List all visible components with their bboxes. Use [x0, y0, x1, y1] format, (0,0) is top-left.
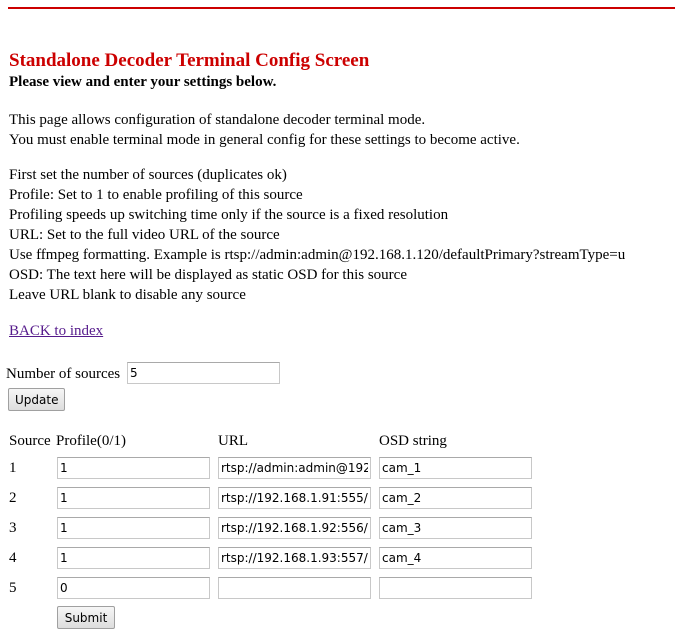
source-number: 3 — [9, 520, 17, 536]
submit-button[interactable]: Submit — [57, 606, 115, 629]
intro-line: This page allows configuration of standalone decoder terminal mode. — [9, 112, 426, 128]
profile-input[interactable] — [57, 487, 210, 509]
profile-input[interactable] — [57, 457, 210, 479]
url-input[interactable] — [218, 457, 371, 479]
number-of-sources-input[interactable] — [127, 362, 280, 384]
column-header-profile: Profile(0/1) — [56, 433, 126, 449]
url-input[interactable] — [218, 517, 371, 539]
column-header-url: URL — [218, 433, 248, 449]
osd-input[interactable] — [379, 487, 532, 509]
page-title: Standalone Decoder Terminal Config Screen — [9, 50, 370, 71]
instruction-line: Profile: Set to 1 to enable profiling of this source — [9, 187, 303, 203]
profile-input[interactable] — [57, 517, 210, 539]
back-to-index-link[interactable]: BACK to index — [9, 323, 104, 339]
instruction-line: OSD: The text here will be displayed as static OSD for this source — [9, 267, 407, 283]
url-input[interactable] — [218, 487, 371, 509]
source-number: 4 — [9, 550, 17, 566]
number-of-sources-label: Number of sources — [6, 366, 121, 382]
intro-line: You must enable terminal mode in general config for these settings to become active. — [9, 132, 520, 148]
top-divider — [8, 7, 675, 9]
profile-input[interactable] — [57, 577, 210, 599]
url-input[interactable] — [218, 577, 371, 599]
profile-input[interactable] — [57, 547, 210, 569]
instruction-line: URL: Set to the full video URL of the source — [9, 227, 280, 243]
osd-input[interactable] — [379, 577, 532, 599]
update-button[interactable]: Update — [8, 388, 65, 411]
column-header-osd: OSD string — [379, 433, 447, 449]
instructions-text — [9, 165, 625, 305]
source-number: 2 — [9, 490, 17, 506]
instruction-line: Profiling speeds up switching time only if the source is a fixed resolution — [9, 207, 449, 223]
intro-text — [9, 110, 520, 150]
instruction-line: First set the number of sources (duplicates ok) — [9, 167, 287, 183]
instruction-line: Use ffmpeg formatting. Example is rtsp://admin:admin@192.168.1.120/defaultPrimary?streamType=u — [9, 247, 626, 263]
url-input[interactable] — [218, 547, 371, 569]
source-number: 1 — [9, 460, 17, 476]
osd-input[interactable] — [379, 457, 532, 479]
instruction-line: Leave URL blank to disable any source — [9, 287, 246, 303]
page-subtitle: Please view and enter your settings below. — [9, 74, 277, 90]
source-number: 5 — [9, 580, 17, 596]
osd-input[interactable] — [379, 517, 532, 539]
osd-input[interactable] — [379, 547, 532, 569]
column-header-source: Source — [9, 433, 51, 449]
